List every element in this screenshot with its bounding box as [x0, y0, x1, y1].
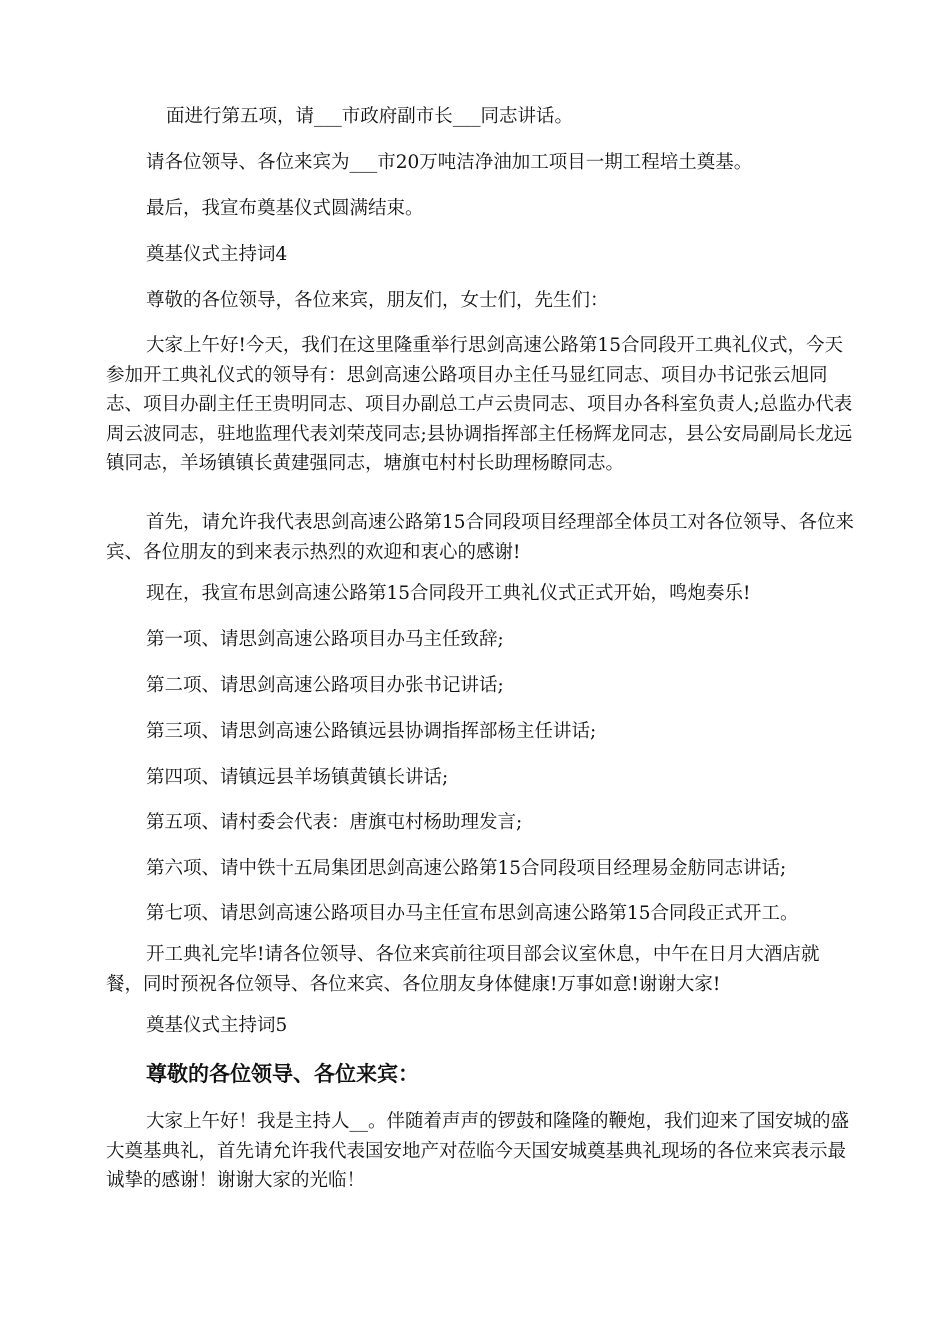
paragraph: 请各位领导、各位来宾为___市20万吨洁净油加工项目一期工程培土奠基。: [146, 152, 753, 173]
list-item: 第二项、请思剑高速公路项目办张书记讲话;: [146, 675, 504, 696]
list-item: 第三项、请思剑高速公路镇远县协调指挥部杨主任讲话;: [146, 721, 597, 742]
paragraph: 大家上午好！我是主持人__。伴随着声声的锣鼓和隆隆的鞭炮，我们迎来了国安城的盛大奠基典礼，首先请允许我代表国安地产对莅临今天国安城奠基典礼现场的各位来宾表示最诚挚的感谢！谢谢大家的光临！: [106, 1111, 850, 1191]
paragraph: 面进行第五项，请___市政府副市长___同志讲话。: [166, 106, 574, 127]
paragraph: 大家上午好!今天，我们在这里隆重举行思剑高速公路第15合同段开工典礼仪式，今天参加开工典礼仪式的领导有：思剑高速公路项目办主任马显红同志、项目办书记张云旭同志、项目办副主任王贵明同志、项目办副总工卢云贵同志、项目办各科室负责人;总监办代表周云波同志，驻地监理代表刘荣茂同志;县协调指挥部主任杨辉龙同志，县公安局副局长龙远镇同志，羊场镇镇长黄建强同志，塘旗屯村村长助理杨瞭同志。: [106, 335, 853, 474]
section-title: 奠基仪式主持词4: [146, 244, 288, 265]
paragraph: 开工典礼完毕!请各位领导、各位来宾前往项目部会议室休息，中午在日月大酒店就餐，同时预祝各位领导、各位来宾、各位朋友身体健康!万事如意!谢谢大家!: [106, 944, 820, 995]
list-item: 第四项、请镇远县羊场镇黄镇长讲话;: [146, 767, 449, 788]
list-item: 第五项、请村委会代表：唐旗屯村杨助理发言;: [146, 812, 523, 833]
paragraph: 首先，请允许我代表思剑高速公路第15合同段项目经理部全体员工对各位领导、各位来宾、各位朋友的到来表示热烈的欢迎和衷心的感谢!: [106, 512, 855, 563]
list-item: 第一项、请思剑高速公路项目办马主任致辞;: [146, 629, 504, 650]
list-item: 第七项、请思剑高速公路项目办马主任宣布思剑高速公路第15合同段正式开工。: [146, 903, 799, 924]
salutation-heading: 尊敬的各位领导、各位来宾：: [146, 1062, 419, 1086]
paragraph: 尊敬的各位领导，各位来宾，朋友们，女士们，先生们：: [146, 290, 609, 311]
paragraph: 最后，我宣布奠基仪式圆满结束。: [146, 198, 424, 219]
list-item: 第六项、请中铁十五局集团思剑高速公路第15合同段项目经理易金舫同志讲话;: [146, 858, 787, 879]
section-title: 奠基仪式主持词5: [146, 1015, 288, 1036]
paragraph: 现在，我宣布思剑高速公路第15合同段开工典礼仪式正式开始，鸣炮奏乐!: [146, 583, 751, 604]
